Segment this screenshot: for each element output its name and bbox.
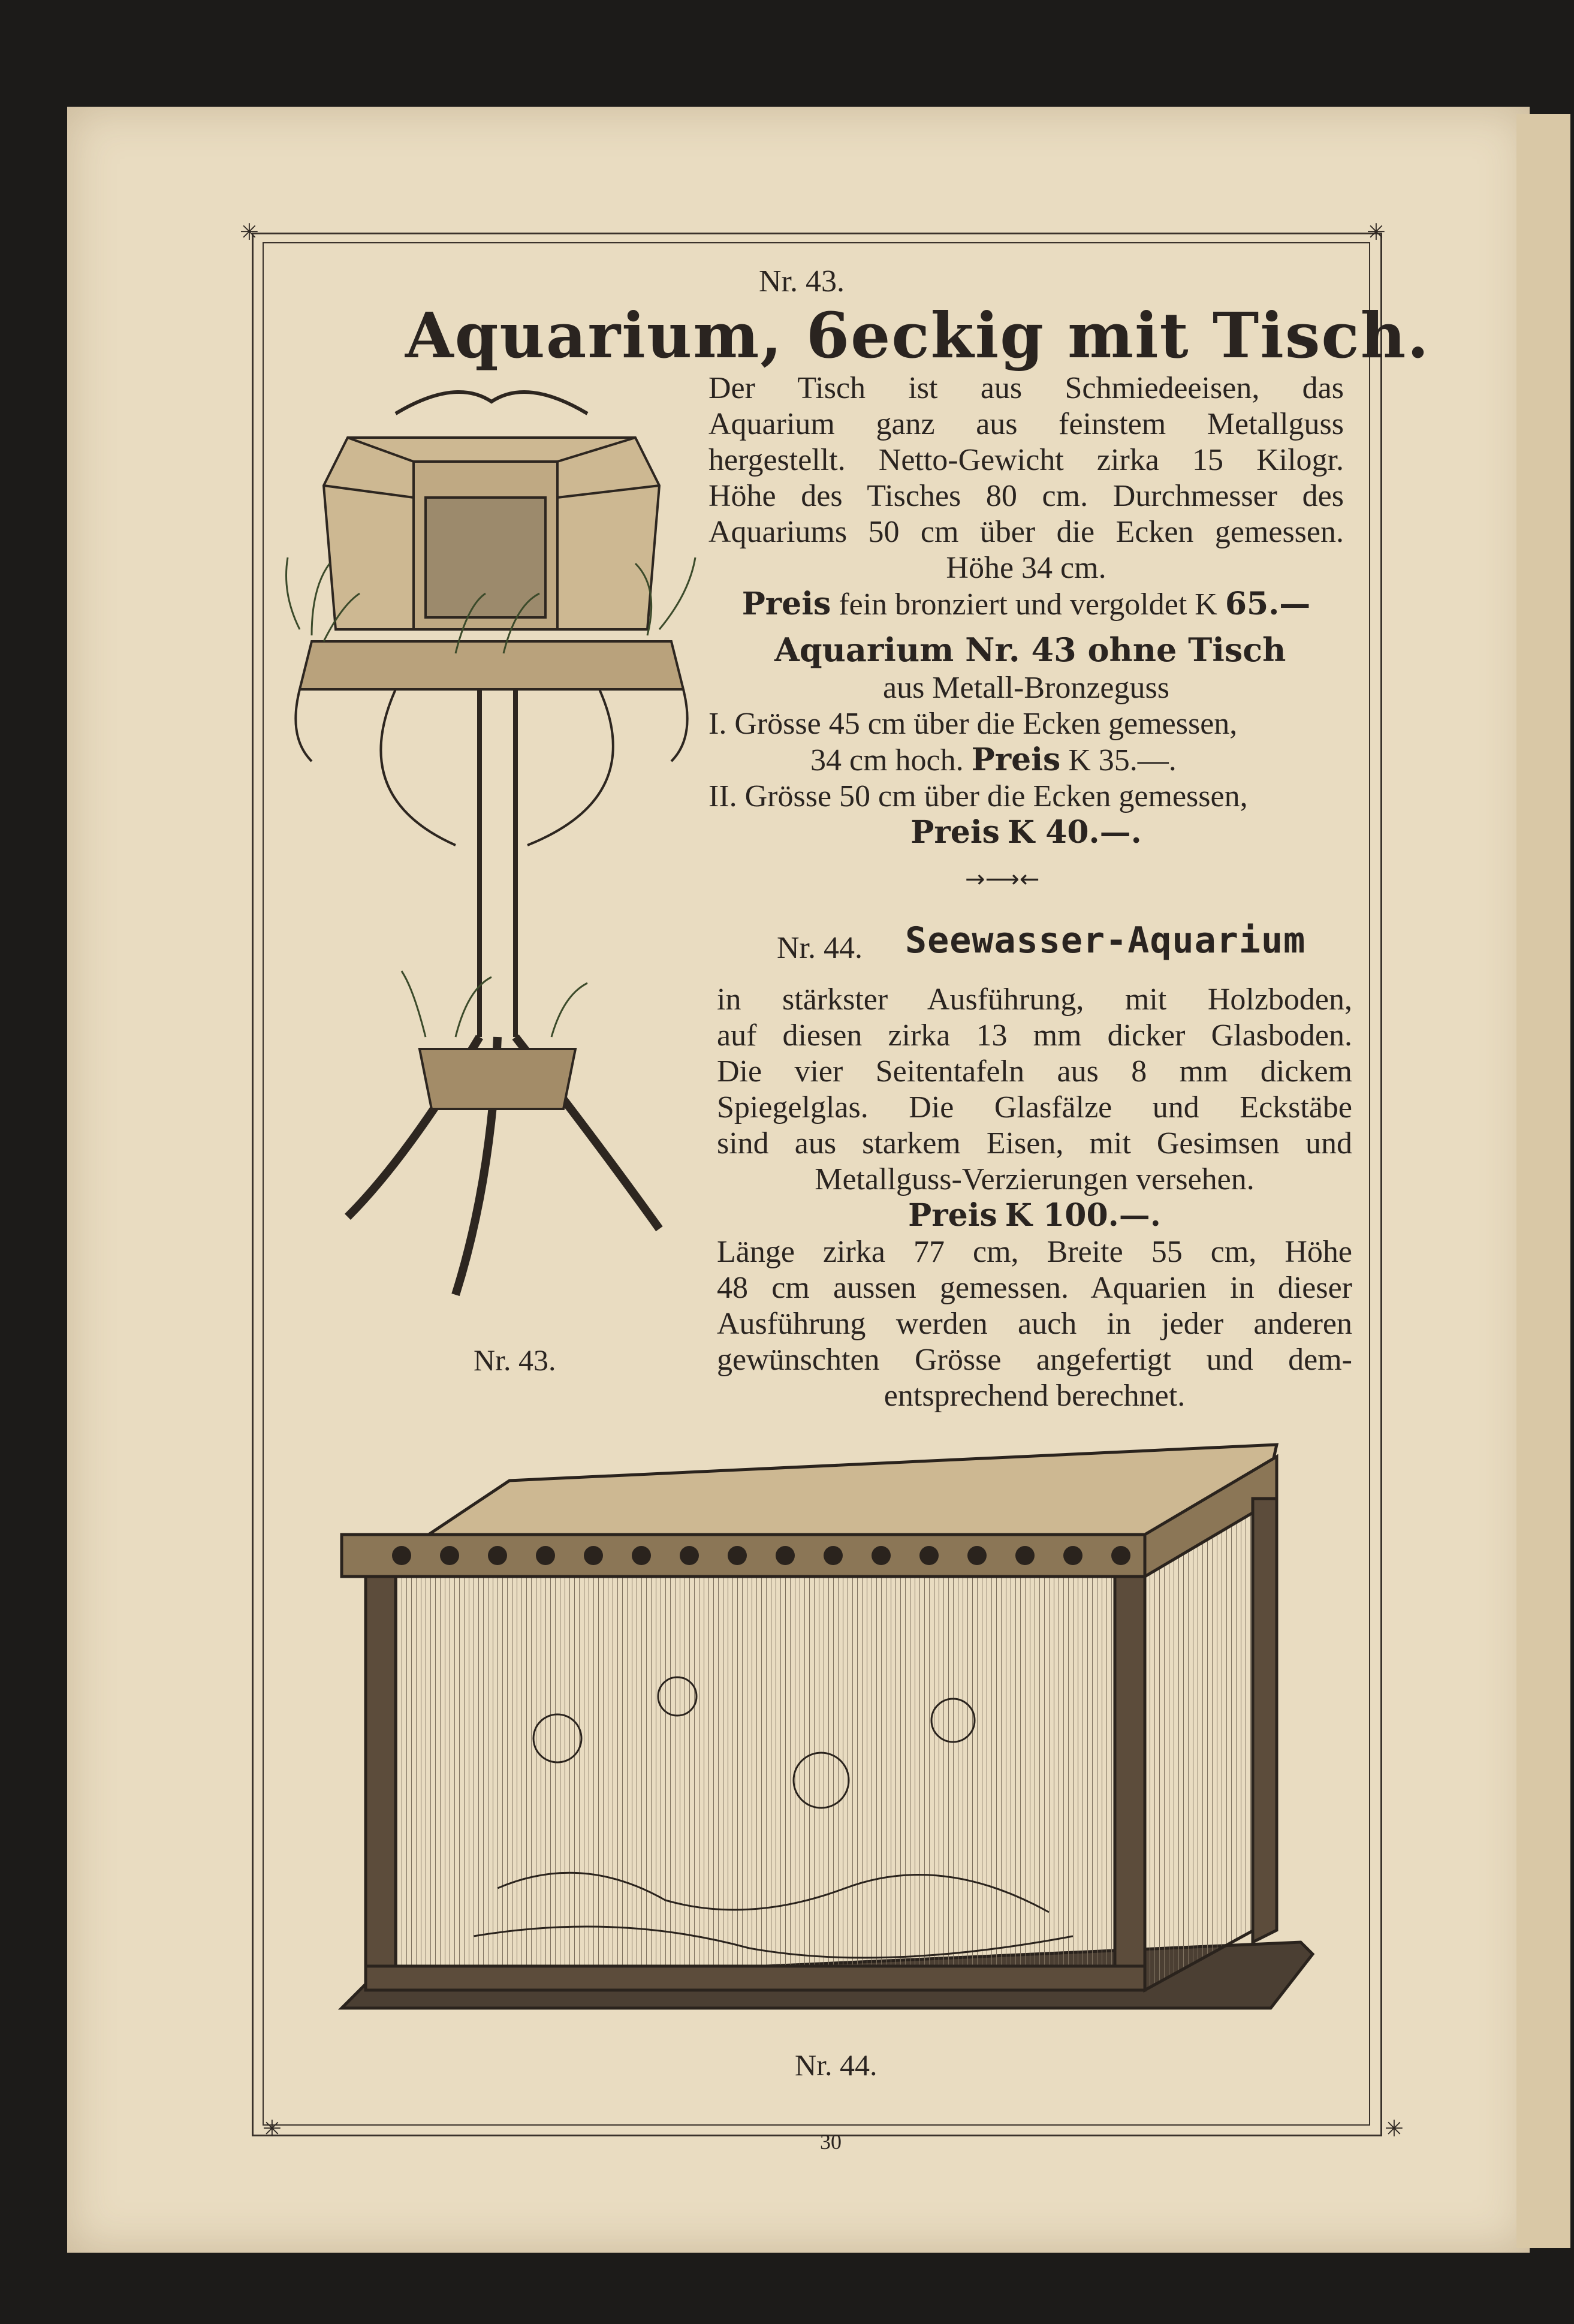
size-line: I. Grösse 45 cm über die Ecken gemessen, (708, 707, 1238, 741)
material-line: aus Metall-Bronzeguss (882, 671, 1169, 705)
text-line: Höhe des Tisches 80 cm. Durchmesser des (708, 479, 1344, 513)
price-label: Preis (971, 741, 1061, 778)
price-value: K 100.—. (1005, 1197, 1161, 1234)
figure-caption-43: Nr. 43. (474, 1343, 556, 1377)
price-value: K 40.—. (1007, 814, 1142, 851)
corner-ornament-icon: ✳ (240, 219, 259, 245)
seawater-aquarium-illustration (330, 1433, 1319, 2038)
divider-ornament-icon: →⟶← (965, 866, 1040, 893)
page-title: Aquarium, 6eckig mit Tisch. (405, 299, 1430, 372)
price-line-44 (717, 1198, 1352, 1234)
text-line: auf diesen zirka 13 mm dicker Glasboden. (717, 1018, 1352, 1053)
size-line (708, 815, 1344, 851)
size-height: 34 cm hoch. (810, 743, 964, 777)
text-line: gewünschten Grösse angefertigt und dem- (717, 1343, 1352, 1377)
item-number-44: Nr. 44. (777, 931, 863, 965)
text-line: 48 cm aussen gemessen. Aquarien in dieser (717, 1271, 1352, 1305)
price-value: K 35.—. (1068, 743, 1177, 777)
price-label: Preis (741, 586, 831, 622)
height-line: Höhe 34 cm. (946, 551, 1106, 585)
price-value: 65.— (1225, 586, 1311, 622)
next-page-edge (1516, 114, 1570, 2248)
price-label: Preis (910, 814, 1000, 851)
price-text: fein bronziert und vergoldet K (839, 587, 1217, 622)
text-line: hergestellt. Netto-Gewicht zirka 15 Kilogr. (708, 443, 1344, 477)
price-label: Preis (908, 1197, 997, 1234)
item-number-43: Nr. 43. (759, 264, 845, 299)
item-43-sizes (708, 670, 1344, 851)
aquarium-stand-illustration (276, 378, 707, 1325)
text-line: Spiegelglas. Die Glasfälze und Eckstäbe (717, 1090, 1352, 1125)
text-line: Länge zirka 77 cm, Breite 55 cm, Höhe (717, 1235, 1352, 1269)
figure-caption-44: Nr. 44. (795, 2048, 878, 2082)
text-line: Die vier Seitentafeln aus 8 mm dickem (717, 1054, 1352, 1089)
corner-ornament-icon: ✳ (1367, 219, 1386, 245)
size-line: II. Grösse 50 cm über die Ecken gemessen, (708, 779, 1248, 813)
item-43-description (708, 370, 1344, 623)
page-number: 30 (820, 2130, 842, 2154)
text-line: sind aus starkem Eisen, mit Gesimsen und (717, 1126, 1352, 1161)
corner-ornament-icon: ✳ (263, 2115, 282, 2142)
text-line: Der Tisch ist aus Schmiedeeisen, das (708, 371, 1344, 405)
text-line: Metallguss-Verzierungen versehen. (815, 1162, 1255, 1196)
text-line: Aquarium ganz aus feinstem Metallguss (708, 407, 1344, 441)
price-line-43 (708, 586, 1344, 623)
text-line: Aquariums 50 cm über die Ecken gemessen. (708, 515, 1344, 549)
text-line: in stärkster Ausführung, mit Holzboden, (717, 982, 1352, 1017)
subtitle-43-ohne-tisch: Aquarium Nr. 43 ohne Tisch (774, 631, 1286, 669)
text-line: Ausführung werden auch in jeder anderen (717, 1307, 1352, 1341)
item-44-title: Seewasser-Aquarium (905, 920, 1306, 961)
item-44-description (717, 982, 1352, 1414)
text-line: entsprechend berechnet. (884, 1379, 1186, 1413)
size-line (708, 742, 1344, 779)
corner-ornament-icon: ✳ (1385, 2115, 1404, 2142)
